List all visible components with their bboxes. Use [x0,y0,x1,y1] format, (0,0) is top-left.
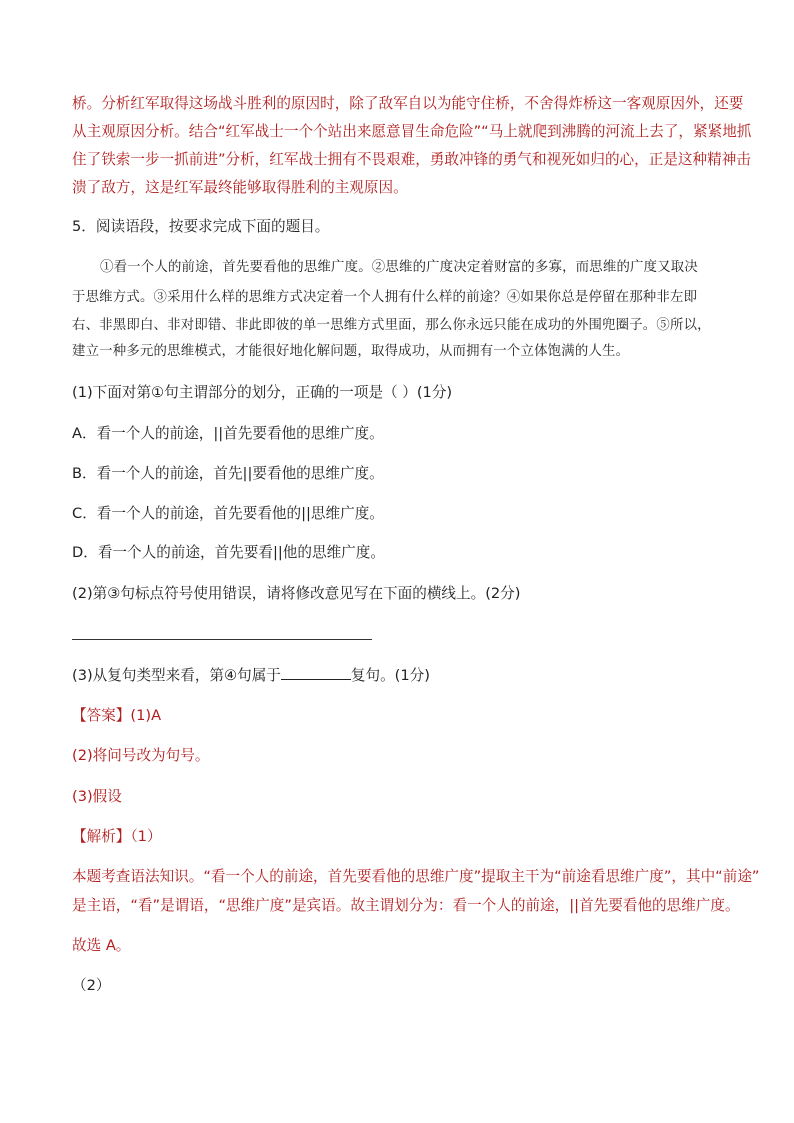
option-a: A．看一个人的前途，||首先要看他的思维广度。 [72,425,384,442]
option-d: D．看一个人的前途，首先要看||他的思维广度。 [72,544,385,561]
answer-1: (1)A [130,707,162,724]
prev-analysis-line-4: 溃了敌方，这是红军最终能够取得胜利的主观原因。 [72,179,408,196]
passage-line-1: ①看一个人的前途，首先要看他的思维广度。②思维的广度决定着财富的多寡，而思维的广度又取决 [100,260,698,275]
sub-question-2: (2)第③句标点符号使用错误，请将修改意见写在下面的横线上。(2分) [72,585,521,602]
answer-blank-line [72,639,372,640]
sub-question-1: (1)下面对第①句主谓部分的划分，正确的一项是（ ）(1分) [72,384,453,401]
analysis-row-1 [72,827,162,847]
passage-line-4: 建立一种多元的思维模式，才能很好地化解问题，取得成功，从而拥有一个立体饱满的人生。 [72,344,630,359]
sub-question-3 [72,665,430,686]
analysis-label: 【解析】 [72,828,131,845]
passage-line-3: 右、非黑即白、非对即错、非此即彼的单一思维方式里面，那么你永远只能在成功的外围兜圈子。⑤所以， [72,318,711,333]
answer-label: 【答案】 [72,707,131,724]
analysis-next-number: （2） [72,977,111,994]
answer-row-1 [72,706,161,726]
sub-question-3-after: 复句。(1分) [350,667,430,684]
prev-analysis-line-3: 住了铁索一步一抓前进”分析，红军战士拥有不畏艰难，勇敢冲锋的勇气和视死如归的心，正是这种精神击 [72,151,751,168]
option-c: C．看一个人的前途，首先要看他的||思维广度。 [72,505,384,522]
analysis-choice: 故选 A。 [72,937,131,954]
prev-analysis-line-2: 从主观原因分析。结合“红军战士一个个站出来愿意冒生命危险”“马上就爬到沸腾的河流上去了，紧紧地抓 [72,123,752,140]
analysis-number: （1） [130,828,162,845]
analysis-line-2: 是主语，“看”是谓语，“思维广度”是宾语。故主谓划分为：看一个人的前途，||首先要看他的思维广度。 [72,897,740,914]
fill-blank [281,665,351,680]
sub-question-3-before: (3)从复句类型来看，第④句属于 [72,667,281,684]
option-b: B．看一个人的前途，首先||要看他的思维广度。 [72,465,384,482]
answer-2: (2)将问号改为句号。 [72,747,210,764]
passage-line-2: 于思维方式。③采用什么样的思维方式决定着一个人拥有什么样的前途？④如果你总是停留在那种非左即 [72,290,698,305]
analysis-line-1: 本题考查语法知识。“看一个人的前途，首先要看他的思维广度”提取主干为“前途看思维广度”，其中“前途” [72,868,760,885]
answer-3: (3)假设 [72,788,122,805]
question-title: 5．阅读语段，按要求完成下面的题目。 [72,218,330,235]
prev-analysis-line-1: 桥。分析红军取得这场战斗胜利的原因时，除了敌军自以为能守住桥，不舍得炸桥这一客观原因外，还要 [72,95,744,112]
